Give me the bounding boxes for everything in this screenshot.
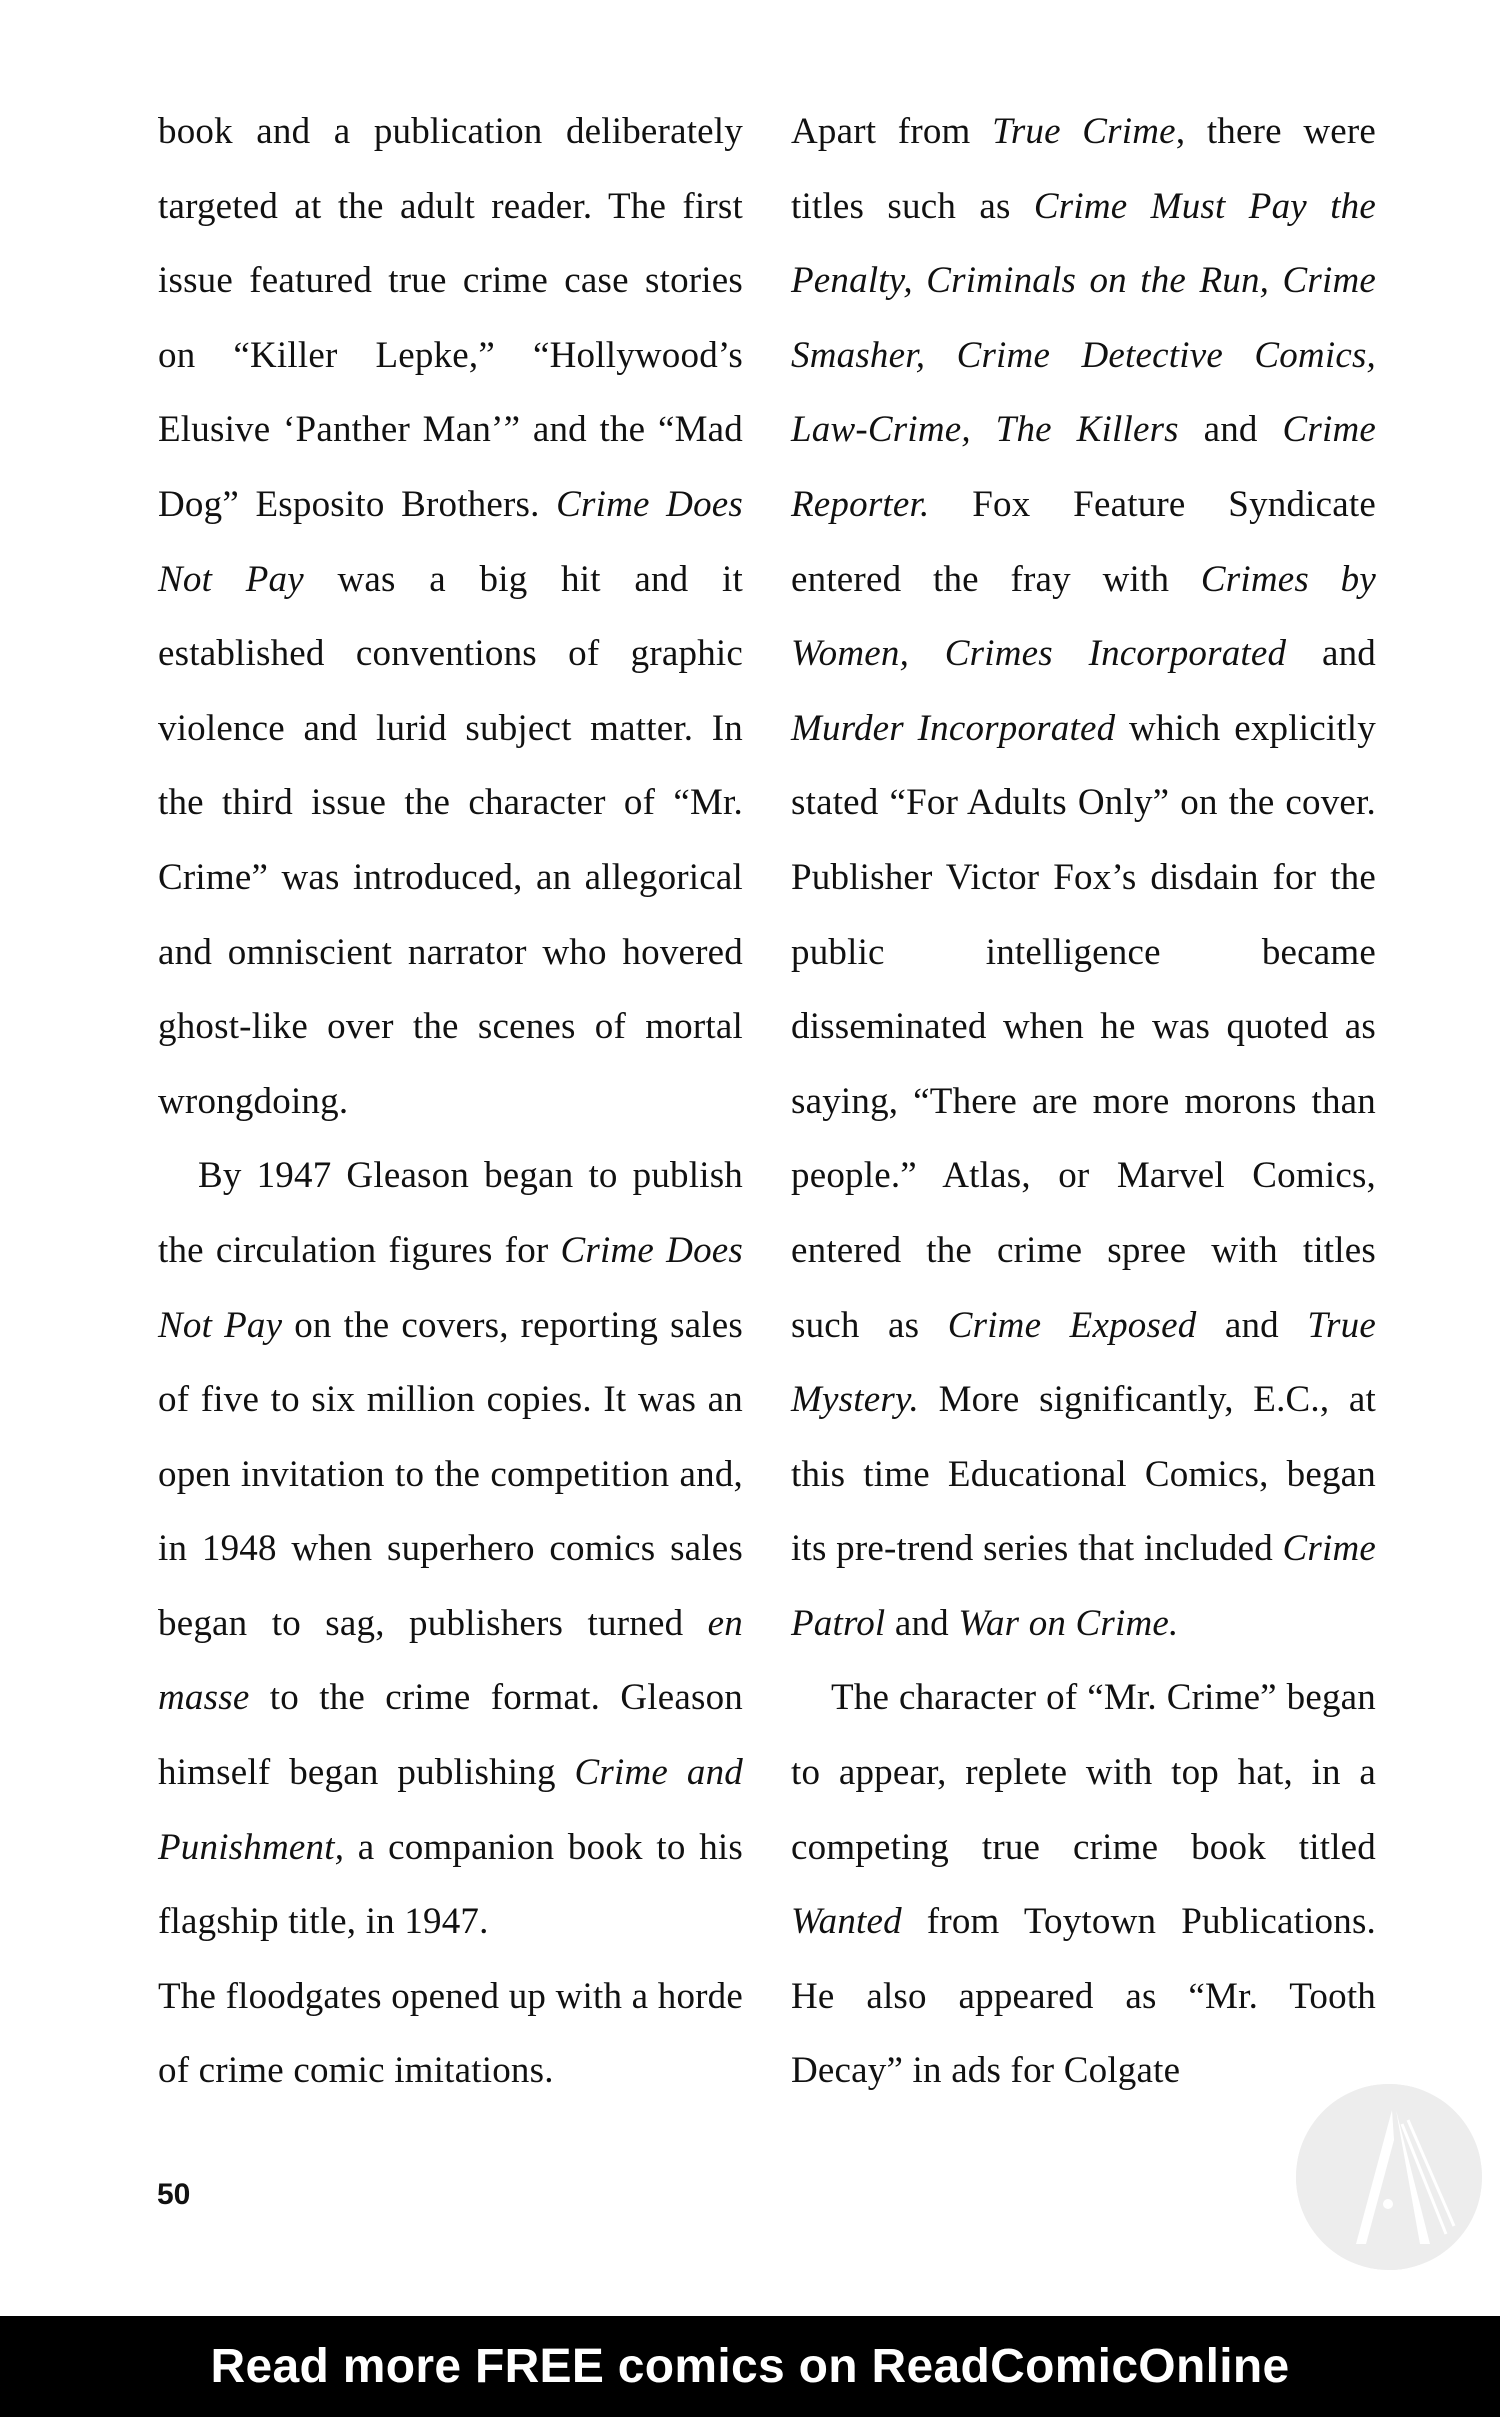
page-number: 50: [157, 2178, 191, 2211]
italic-title: Murder Incorporated: [791, 707, 1116, 749]
text-run: to the crime format. Gleason himself began publishing: [158, 1677, 743, 1794]
left-text-column: [158, 95, 743, 2109]
paragraph: [158, 95, 743, 1139]
text-run: and: [1178, 409, 1283, 451]
text-run: Apart from: [791, 111, 993, 152]
italic-title: Crimes by Women, Crimes Incorporated: [791, 558, 1376, 675]
italic-title: Crime Patrol: [791, 1528, 1376, 1644]
italic-title: Crime Does Not Pay: [158, 1229, 743, 1346]
stylized-a-logo-icon: [1296, 2084, 1482, 2270]
right-text-column: [791, 95, 1376, 2109]
paragraph: [791, 95, 1376, 1661]
text-run: on the covers, reporting sales of five to six million copies. It was an open invitation to the competition and, in 1948 when superhero comics sales began to sag, publishers turned: [158, 1304, 744, 1644]
text-run: book and a publication deliberately targeted at the adult reader. The first issue featured true crime case stories on “Killer Lepke,” “Hollywood’s Elusive ‘Panther Man’” and the “Mad Dog” Esposito Brothers.: [158, 111, 743, 525]
italic-title: Crime Must Pay the Penalty, Criminals on the Run, Crime Smasher, Crime Detective Comics, Law-Crime, The Killers: [791, 185, 1376, 451]
italic-title: True Crime: [992, 111, 1176, 152]
italic-title: Crime Reporter.: [791, 409, 1376, 525]
text-run: and: [885, 1602, 959, 1644]
italic-title: Wanted: [791, 1901, 902, 1943]
text-run: which explicitly stated “For Adults Only” on the cover. Publisher Victor Fox’s disdain for the public intelligence became disseminated when he was quoted as saying, “There are more morons than people.” Atlas, or Marvel Comics, entered the crime spree with titles such as: [791, 707, 1376, 1346]
text-run: was a big hit and it established conventions of graphic violence and lurid subject matter. In the third issue the character of “Mr. Crime” was introduced, an allegorical and omniscient narrator who hovered ghost-like over the scenes of mortal wrongdoing.: [158, 558, 743, 1122]
text-run: , there were titles such as: [791, 111, 1377, 227]
italic-title: Crime and Punishment,: [158, 1752, 743, 1868]
text-run: and: [1196, 1304, 1308, 1346]
italic-title: Crime Does Not Pay: [158, 483, 743, 600]
italic-phrase: en masse: [158, 1602, 743, 1719]
text-run: The floodgates opened up with a horde of crime comic imitations.: [158, 1975, 743, 2092]
text-run: By 1947 Gleason began to publish the circulation figures for: [158, 1155, 743, 1271]
text-run: More significantly, E.C., at this time Educational Comics, began its pre-trend series that included: [791, 1379, 1376, 1570]
paragraph: [791, 1661, 1376, 2109]
footer-link[interactable]: Read more FREE comics on ReadComicOnline: [210, 2340, 1290, 2393]
italic-title: Crime Exposed: [947, 1304, 1197, 1346]
text-run: a companion book to his flagship title, in 1947.: [158, 1826, 743, 1943]
text-run: Fox Feature Syndicate entered the fray with: [791, 483, 1376, 600]
text-run: The character of “Mr. Crime” began to appear, replete with top hat, in a competing true crime book titled: [791, 1677, 1376, 1868]
italic-title: War on Crime.: [958, 1602, 1179, 1644]
italic-title: True Mystery.: [791, 1304, 1376, 1421]
paragraph: [158, 1139, 743, 1960]
paragraph: [158, 1960, 743, 2109]
text-run: and: [1286, 633, 1376, 675]
text-run: from Toytown Publications. He also appeared as “Mr. Tooth Decay” in ads for Colgate: [791, 1901, 1376, 2092]
footer-banner[interactable]: [0, 2316, 1500, 2417]
